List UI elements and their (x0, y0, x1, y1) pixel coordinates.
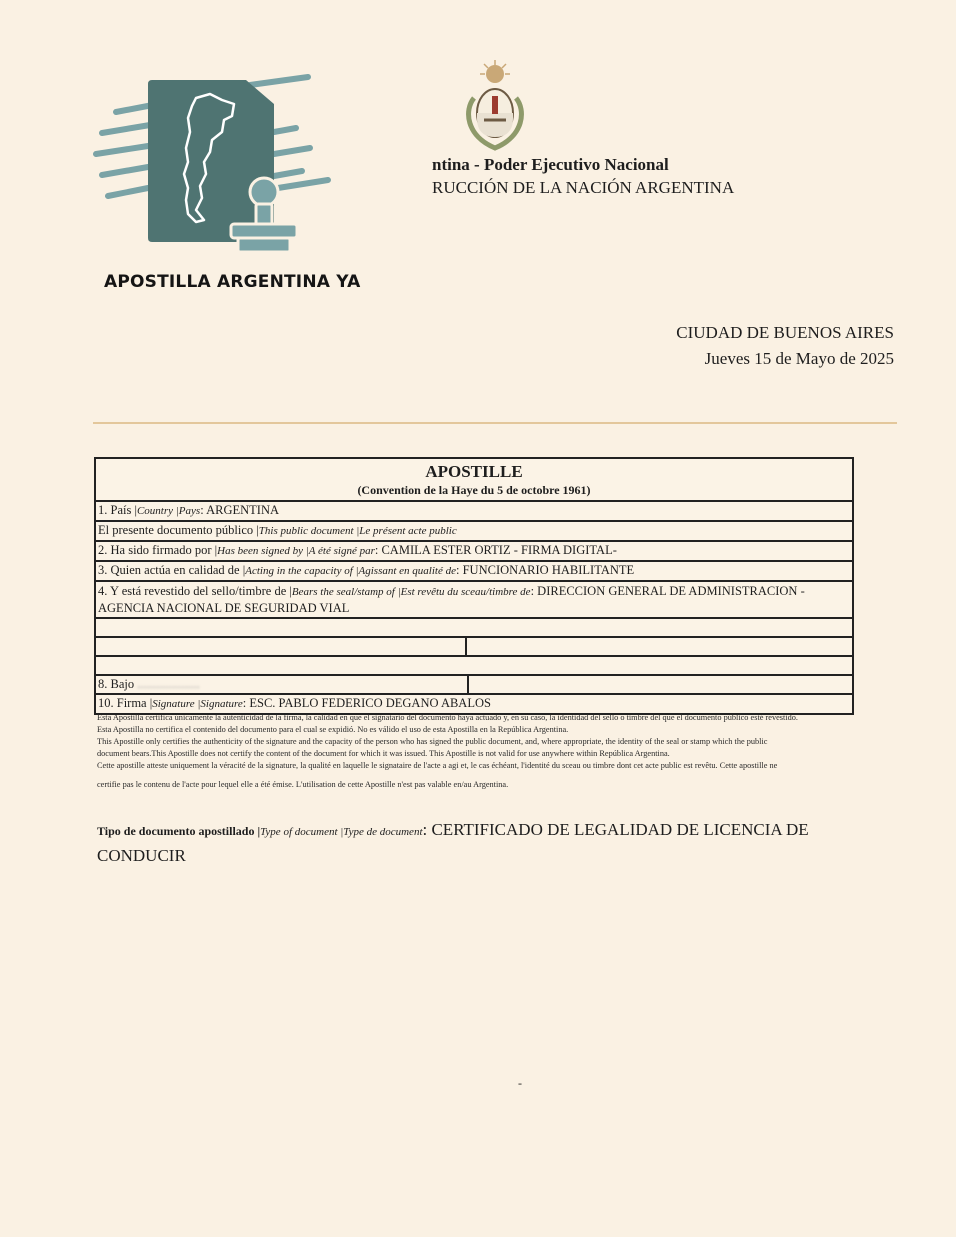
place-cell (96, 638, 467, 655)
number-value-redacted: .................... (137, 677, 200, 691)
disclaimer-es-1: Esta Apostilla certifica únicamente la autenticidad de la firma, la calidad en que el signatario del documento haya actuado y, en su caso, la identidad del sello o timbre del que el documento público esté revestido. (97, 713, 798, 722)
certified-row (96, 619, 852, 638)
by-row (96, 657, 852, 676)
document-type (97, 818, 877, 867)
capacity-label: 3. Quien actúa en calidad de | (98, 563, 246, 577)
apostille-title: APOSTILLE (425, 462, 523, 481)
signature-row (96, 695, 852, 713)
seal-cell (469, 676, 852, 693)
seal-translation: Bears the seal/stamp of |Est revêtu du sceau/timbre de (291, 586, 531, 598)
seal-label: 4. Y está revestido del sello/timbre de | (98, 584, 292, 598)
signature-label: 10. Firma | (98, 696, 153, 710)
seal-row (96, 582, 852, 619)
public-document-row (96, 522, 852, 542)
number-label: 8. Bajo (98, 677, 135, 691)
argentina-coat-of-arms-icon (462, 58, 528, 154)
place-date-row (96, 638, 852, 657)
apostille-box (94, 457, 854, 715)
apostilla-argentina-logo (88, 70, 361, 300)
footer-dash: - (518, 1076, 522, 1090)
header-divider (93, 422, 897, 424)
public-document-label: El presente documento público | (98, 523, 259, 537)
disclaimer-en-2: document bears.This Apostille does not certify the content of the document for which it was issued. This Apostille is not valid for use anywhere within República Argentina. (97, 749, 670, 758)
disclaimer-fr-1: Cette apostille atteste uniquement la véracité de la signature, la qualité en laquelle le signataire de l'acte a agi et, le cas échéant, l'identité du sceau ou timbre dont cet acte public est revêtu. Cette apostille ne (97, 761, 778, 770)
logo-graphic (88, 70, 358, 270)
country-label: 1. País | (98, 503, 137, 517)
country-value: : ARGENTINA (200, 503, 280, 517)
signed-by-row (96, 542, 852, 562)
number-seal-row (96, 676, 852, 695)
disclaimer-en-1: This Apostille only certifies the authenticity of the signature and the capacity of the person who has signed the public document, and, where appropriate, the identity of the seal or stamp which the public (97, 737, 768, 746)
location-text: CIUDAD DE BUENOS AIRES (676, 323, 894, 342)
signed-by-value: : CAMILA ESTER ORTIZ - FIRMA DIGITAL- (374, 543, 617, 557)
place-and-date (676, 320, 894, 372)
country-label-translation: Country |Pays (136, 505, 201, 517)
public-document-translation: This public document |Le présent acte public (258, 525, 457, 537)
disclaimer-es-2: Esta Apostilla no certifica el contenido del documento para el cual se expidió. No es válido el uso de esta Apostilla en la República Argentina. (97, 725, 569, 734)
capacity-value: : FUNCIONARIO HABILITANTE (456, 563, 635, 577)
logo-title: APOSTILLA ARGENTINA YA (104, 272, 361, 292)
date-text: Jueves 15 de Mayo de 2025 (704, 349, 894, 368)
document-type-translation: Type of document |Type de document (260, 826, 423, 838)
signature-value: : ESC. PABLO FEDERICO DEGANO ABALOS (242, 696, 491, 710)
capacity-translation: Acting in the capacity of |Agissant en qualité de (245, 565, 456, 577)
disclaimer-text (97, 712, 897, 791)
signature-translation: Signature |Signature (152, 698, 243, 710)
number-cell (96, 676, 469, 693)
apostille-subtitle: (Convention de la Haye du 5 de octobre 1961) (357, 483, 591, 497)
signed-by-label: 2. Ha sido firmado por | (98, 543, 218, 557)
country-row (96, 502, 852, 522)
seal-value: : DIRECCION GENERAL DE ADMINISTRACION - AGENCIA NACIONAL DE SEGURIDAD VIAL (98, 584, 805, 615)
document-type-label: Tipo de documento apostillado | (97, 824, 261, 838)
signed-by-translation: Has been signed by |A été signé par (217, 545, 375, 557)
date-cell (467, 638, 852, 655)
disclaimer-fr-2: certifie pas le contenu de l'acte pour lequel elle a été émise. L'utilisation de cette Apostille n'est pas valable en/au Argentina. (97, 780, 509, 789)
capacity-row (96, 562, 852, 582)
government-line-2: RUCCIÓN DE LA NACIÓN ARGENTINA (432, 178, 735, 197)
government-line-1: ntina - Poder Ejecutivo Nacional (432, 155, 669, 174)
apostille-header (96, 459, 852, 502)
document-type-value: : CERTIFICADO DE LEGALIDAD DE LICENCIA DE CONDUCIR (97, 820, 809, 865)
